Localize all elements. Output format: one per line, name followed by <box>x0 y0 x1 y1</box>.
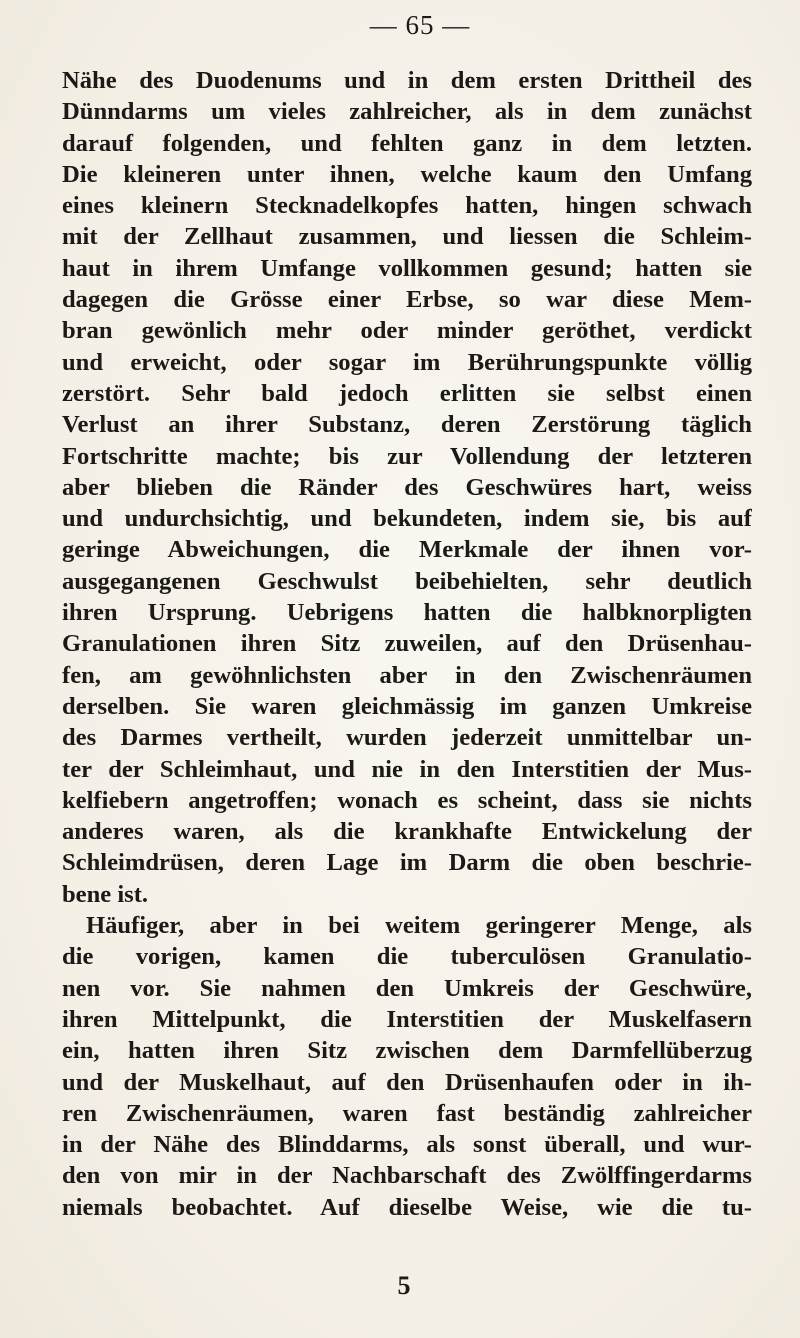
text-line: anderes waren, als die krankhafte Entwickelung der <box>62 818 752 846</box>
text-line: kelfiebern angetroffen; wonach es scheint, dass sie nichts <box>62 786 752 814</box>
text-line: ter der Schleimhaut, und nie in den Interstitien der Mus- <box>62 755 752 783</box>
text-line: eines kleinern Stecknadelkopfes hatten, hingen schwach <box>62 192 752 220</box>
body-text <box>62 65 752 1223</box>
text-line: Nähe des Duodenums und in dem ersten Drittheil des <box>62 67 752 94</box>
text-line: nen vor. Sie nahmen den Umkreis der Geschwüre, <box>62 974 752 1002</box>
text-line: Verlust an ihrer Substanz, deren Zerstörung täglich <box>62 411 752 439</box>
text-line: Granulationen ihren Sitz zuweilen, auf den Drüsenhau- <box>62 630 752 658</box>
text-line: haut in ihrem Umfange vollkommen gesund; hatten sie <box>62 254 752 282</box>
text-line: ren Zwischenräumen, waren fast beständig zahlreicher <box>62 1099 752 1127</box>
text-line: die vorigen, kamen die tuberculösen Granulatio- <box>62 943 752 971</box>
signature-mark: 5 <box>397 1271 411 1300</box>
text-line: derselben. Sie waren gleichmässig im ganzen Umkreise <box>62 692 752 720</box>
text-line: Die kleineren unter ihnen, welche kaum den Umfang <box>62 160 752 188</box>
text-line: Schleimdrüsen, deren Lage im Darm die oben beschrie- <box>62 849 752 877</box>
text-line: bran gewönlich mehr oder minder geröthet, verdickt <box>62 317 752 345</box>
text-line: Fortschritte machte; bis zur Vollendung der letzteren <box>62 442 752 470</box>
text-line: niemals beobachtet. Auf dieselbe Weise, wie die tu- <box>62 1193 752 1221</box>
text-line: aber blieben die Ränder des Geschwüres hart, weiss <box>62 473 752 501</box>
text-line: dagegen die Grösse einer Erbse, so war diese Mem- <box>62 286 752 314</box>
text-line: des Darmes vertheilt, wurden jederzeit unmittelbar un- <box>62 724 752 752</box>
text-line: ein, hatten ihren Sitz zwischen dem Darmfellüberzug <box>62 1037 752 1065</box>
page-number: — 65 — <box>369 10 471 40</box>
text-line: ihren Mittelpunkt, die Interstitien der Muskelfasern <box>62 1005 752 1033</box>
paragraph-end-line: bene ist. <box>62 880 149 908</box>
text-line: geringe Abweichungen, die Merkmale der ihnen vor- <box>62 536 752 564</box>
text-line: mit der Zellhaut zusammen, und liessen die Schleim- <box>62 223 752 251</box>
text-line: und der Muskelhaut, auf den Drüsenhaufen oder in ih- <box>62 1068 752 1096</box>
text-line: und undurchsichtig, und bekundeten, indem sie, bis auf <box>62 505 752 533</box>
text-line: zerstört. Sehr bald jedoch erlitten sie selbst einen <box>62 379 752 407</box>
text-line: darauf folgenden, und fehlten ganz in dem letzten. <box>62 129 752 157</box>
text-line: Dünndarms um vieles zahlreicher, als in dem zunächst <box>62 98 752 126</box>
text-line: ausgegangenen Geschwulst beibehielten, sehr deutlich <box>62 567 752 595</box>
text-line: fen, am gewöhnlichsten aber in den Zwischenräumen <box>62 661 752 689</box>
paragraph-start-line: Häufiger, aber in bei weitem geringerer Menge, als <box>86 912 752 940</box>
text-line: und erweicht, oder sogar im Berührungspunkte völlig <box>62 348 752 376</box>
text-line: ihren Ursprung. Uebrigens hatten die halbknorpligten <box>62 599 752 627</box>
text-line: in der Nähe des Blinddarms, als sonst überall, und wur- <box>62 1131 752 1159</box>
text-line: den von mir in der Nachbarschaft des Zwölffingerdarms <box>62 1162 752 1190</box>
